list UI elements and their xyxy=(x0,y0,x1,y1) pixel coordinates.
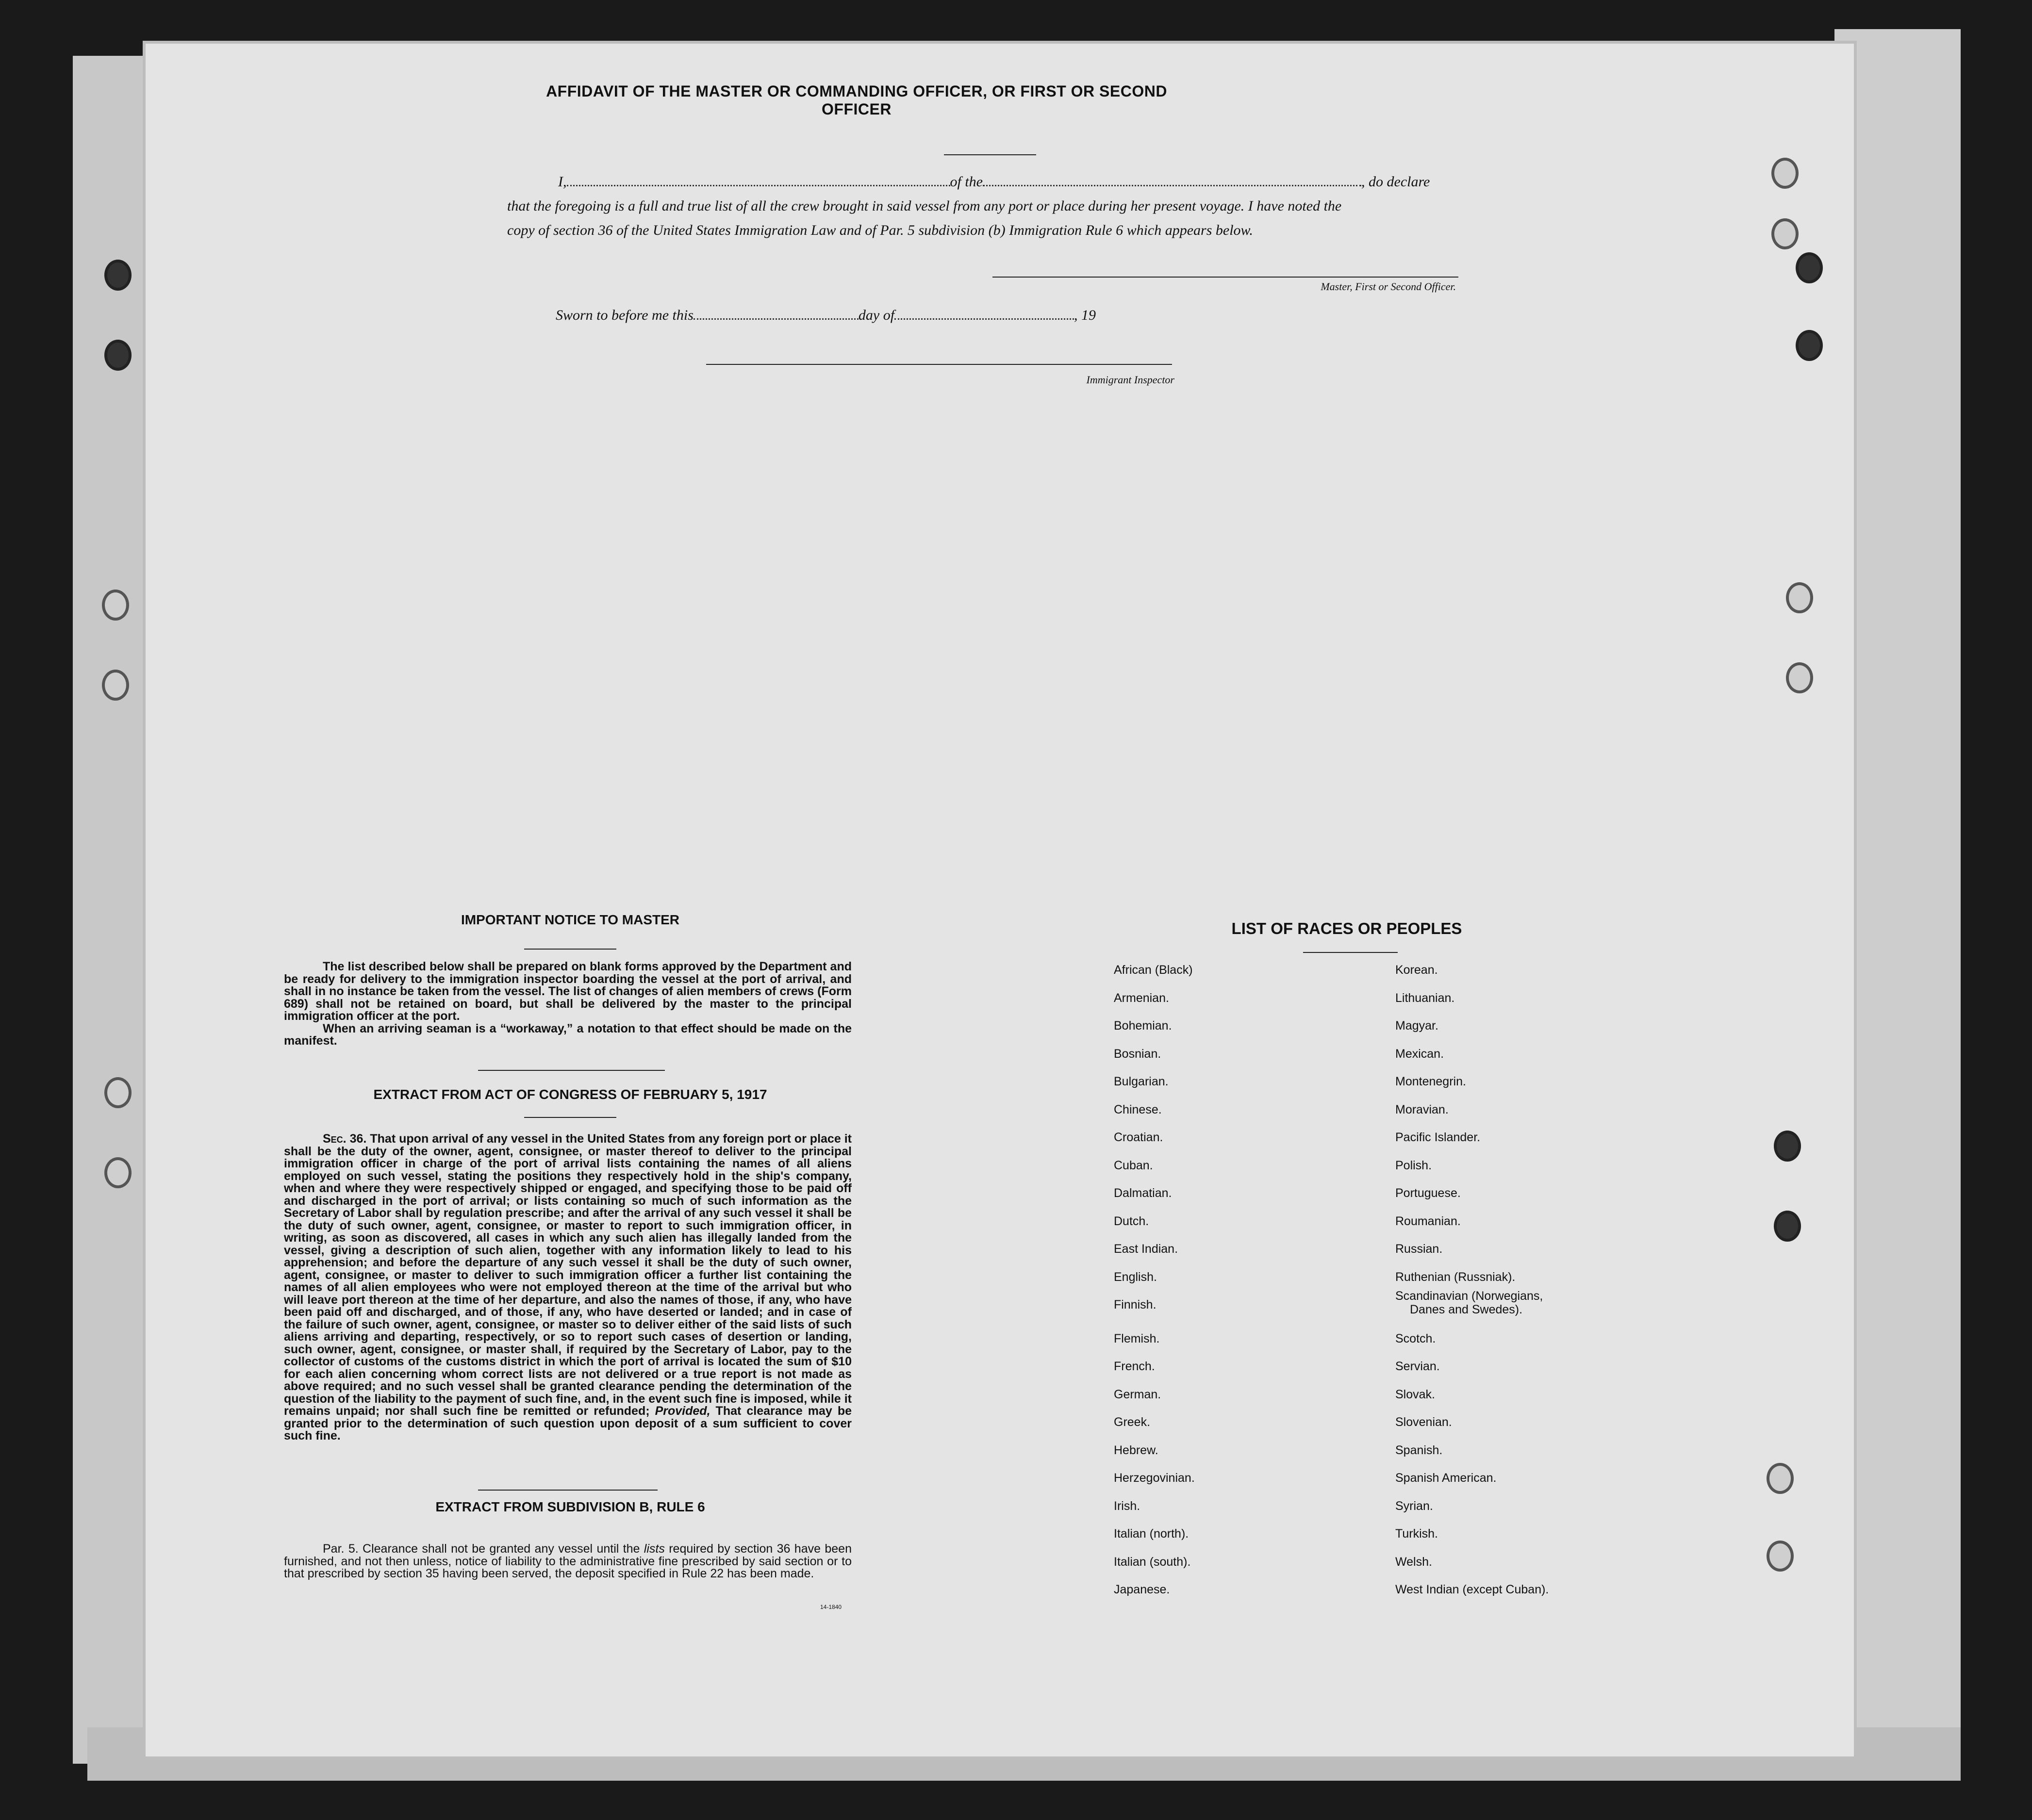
title-underline xyxy=(944,154,1036,155)
affidavit-line-3: copy of section 36 of the United States Immigration Law and of Par. 5 subdivision (b) Immigration Rule 6 which appears below. xyxy=(507,222,1253,238)
inspector-signature-line[interactable] xyxy=(706,364,1172,365)
race-item: Chinese. xyxy=(1114,1102,1162,1116)
race-item: Bohemian. xyxy=(1114,1019,1172,1033)
binder-hole-icon xyxy=(1774,1131,1801,1162)
binder-hole-icon xyxy=(1796,330,1823,361)
notice-underline xyxy=(524,949,616,950)
race-item: Dutch. xyxy=(1114,1214,1149,1228)
sworn-line xyxy=(556,303,1187,328)
form-number: 14-1840 xyxy=(820,1604,842,1610)
race-item: Hebrew. xyxy=(1114,1443,1158,1457)
race-item: Russian. xyxy=(1395,1242,1443,1256)
sworn-prefix: Sworn to before me this xyxy=(556,307,694,323)
lists-word: lists xyxy=(644,1542,665,1556)
sec-36-text-end: That clearance may be granted prior to the determination of such question upon deposit of a sum sufficient to cover such fine. xyxy=(284,1404,852,1443)
race-item: Dalmatian. xyxy=(1114,1186,1172,1200)
race-item: Syrian. xyxy=(1395,1499,1433,1513)
race-item: Servian. xyxy=(1395,1360,1440,1373)
race-item: Polish. xyxy=(1395,1158,1432,1172)
binder-hole-icon xyxy=(1786,662,1813,693)
sec-36-text: That upon arrival of any vessel in the United States from any foreign port or place it shall be the duty of the owner, agent, consignee, or master thereof to deliver to the principal immigration officer in charge of the port of arrival lists containing the names of all aliens employed on such vessel, stating the positions they respectively hold in the ship's company, when and where they were respectively shipped or engaged, and specifying those to be paid off and discharged in the port of arrival; or lists containing so much of such information as the Secretary of Labor shall by regulation prescribe; and after the arrival of any such vessel it shall be the duty of such owner, agent, consignee, or master to report to such immigration officer, in writing, as soon as discovered, all cases in which any such alien has illegally landed from the vessel, giving a description of such alien, together with any information likely to lead to his apprehension; and before the departure of any such vessel it shall be the duty of such owner, agent, consignee, or master to deliver to such immigration officer a further list containing the names of all alien employees who were not employed thereon at the time of the arrival but who will leave port thereon at the time of her departure, and also the names of those, if any, who have been paid off and discharged, and of those, if any, who have deserted or landed; and in case of the failure of such owner, agent, consignee, or master so to deliver either of the said lists of such aliens arriving and departing, respectively, or so to report such cases of desertion or landing, such owner, agent, consignee, or master shall, if required by the Secretary of Labor, pay to the collector of customs of the customs district in which the port of arrival is located the sum of $10 for each alien concerning whom correct lists are not delivered or a true report is not made as above required; and no such vessel shall be granted clearance pending the determination of the question of the liability to the payment of such fine, and, in the event such fine is imposed, while it remains unpaid; nor shall such fine be remitted or refunded; xyxy=(284,1132,852,1418)
binder-hole-icon xyxy=(102,670,129,701)
act-extract-body xyxy=(284,1133,852,1443)
binder-hole-icon xyxy=(104,340,132,371)
master-signature-label: Master, First or Second Officer. xyxy=(1321,280,1456,293)
race-item: Herzegovinian. xyxy=(1114,1471,1195,1485)
race-item: African (Black) xyxy=(1114,963,1193,977)
race-item: Flemish. xyxy=(1114,1331,1160,1345)
notice-body xyxy=(284,961,852,1048)
affidavit-title: AFFIDAVIT OF THE MASTER OR COMMANDING OFFICER, OR FIRST OR SECOND OFFICER xyxy=(546,82,1167,118)
race-item: Scotch. xyxy=(1395,1331,1436,1345)
section-divider xyxy=(478,1070,665,1071)
sworn-month-field[interactable] xyxy=(894,308,1074,320)
section-divider-2 xyxy=(478,1490,658,1491)
races-title-underline xyxy=(1303,952,1398,953)
par-5-paragraph xyxy=(284,1543,852,1580)
race-item: Greek. xyxy=(1114,1415,1151,1429)
declare-text: , do declare xyxy=(1361,174,1430,190)
race-item: Croatian. xyxy=(1114,1131,1163,1144)
race-item: Welsh. xyxy=(1395,1555,1432,1569)
race-item: Irish. xyxy=(1114,1499,1140,1513)
provided-word: Provided, xyxy=(655,1404,710,1418)
race-item: Finnish. xyxy=(1114,1298,1156,1312)
sec-36-paragraph xyxy=(284,1133,852,1443)
notice-paragraph-2: When an arriving seaman is a “workaway,” a notation to that effect should be made on the manifest. xyxy=(284,1021,852,1048)
race-item: Magyar. xyxy=(1395,1019,1438,1033)
binder-hole-icon xyxy=(104,1157,132,1188)
race-item: Pacific Islander. xyxy=(1395,1131,1481,1144)
race-item: Mexican. xyxy=(1395,1047,1444,1061)
rule-extract-title: EXTRACT FROM SUBDIVISION B, RULE 6 xyxy=(435,1499,705,1514)
inspector-label: Immigrant Inspector xyxy=(1086,374,1174,386)
races-title: LIST OF RACES OR PEOPLES xyxy=(1231,919,1462,937)
race-item: Ruthenian (Russniak). xyxy=(1395,1270,1516,1284)
race-item: Portuguese. xyxy=(1395,1186,1461,1200)
binder-hole-icon xyxy=(104,1077,132,1108)
act-title-underline xyxy=(524,1117,616,1118)
race-item: West Indian (except Cuban). xyxy=(1395,1583,1549,1596)
master-signature-line[interactable] xyxy=(992,277,1458,278)
race-item: Scandinavian (Norwegians, xyxy=(1395,1289,1543,1303)
binder-hole-icon xyxy=(102,590,129,621)
race-item: Slovenian. xyxy=(1395,1415,1452,1429)
binder-hole-icon xyxy=(1774,1211,1801,1242)
race-item: Italian (south). xyxy=(1114,1555,1191,1569)
binder-hole-icon xyxy=(1786,582,1813,613)
race-item: Italian (north). xyxy=(1114,1527,1189,1541)
par-5-text-a: Par. 5. Clearance shall not be granted any vessel until the xyxy=(323,1542,644,1556)
day-of-text: day of xyxy=(858,307,895,323)
race-item: Cuban. xyxy=(1114,1158,1153,1172)
notice-paragraph-1: The list described below shall be prepared on blank forms approved by the Department and be ready for delivery to the immigration inspector boarding the vessel at the port of arrival, and shall in no instance be taken from the vessel. The list of changes of alien members of crews (Form 689) shall not be retained on board, but shall be delivered by the master to the principal immigration officer at the port. xyxy=(284,960,852,1023)
race-item-continuation: Danes and Swedes). xyxy=(1410,1303,1523,1316)
binder-hole-icon xyxy=(1767,1463,1794,1494)
vessel-name-field[interactable] xyxy=(983,174,1361,186)
race-item: Bulgarian. xyxy=(1114,1075,1169,1088)
affidavit-line-2: that the foregoing is a full and true list of all the crew brought in said vessel from any port or place during her present voyage. I have noted the xyxy=(507,198,1342,214)
race-item: Korean. xyxy=(1395,963,1438,977)
race-item: Moravian. xyxy=(1395,1102,1449,1116)
race-item: French. xyxy=(1114,1360,1155,1373)
race-item: Spanish American. xyxy=(1395,1471,1497,1485)
race-item: Montenegrin. xyxy=(1395,1075,1466,1088)
sworn-day-field[interactable] xyxy=(694,308,859,320)
binder-hole-icon xyxy=(104,260,132,291)
affidavit-line-1 xyxy=(558,170,1461,194)
year-prefix: , 19 xyxy=(1074,307,1096,323)
race-item: Slovak. xyxy=(1395,1387,1435,1401)
act-extract-title: EXTRACT FROM ACT OF CONGRESS OF FEBRUARY 5, 1917 xyxy=(373,1087,767,1102)
rule-extract-body xyxy=(284,1543,852,1580)
par-5-text-b: required by section 36 have been furnished, and not then unless, notice of liability to the administrative fine prescribed by said section or to that prescribed by section 35 having been served, the deposit specified in Rule 22 has been made. xyxy=(284,1542,852,1580)
binder-hole-icon xyxy=(1767,1541,1794,1572)
binder-hole-icon xyxy=(1771,218,1799,249)
binder-hole-icon xyxy=(1796,252,1823,283)
binder-hole-icon xyxy=(1771,158,1799,189)
race-item: Spanish. xyxy=(1395,1443,1443,1457)
race-item: East Indian. xyxy=(1114,1242,1178,1256)
vessel-prefix: of the xyxy=(950,174,983,190)
race-item: Roumanian. xyxy=(1395,1214,1461,1228)
declarant-prefix: I, xyxy=(558,174,567,190)
race-item: Turkish. xyxy=(1395,1527,1438,1541)
race-item: German. xyxy=(1114,1387,1161,1401)
notice-title: IMPORTANT NOTICE TO MASTER xyxy=(461,912,680,927)
declarant-name-field[interactable] xyxy=(567,174,950,186)
race-item: Japanese. xyxy=(1114,1583,1170,1596)
race-item: Lithuanian. xyxy=(1395,991,1455,1005)
race-item: Bosnian. xyxy=(1114,1047,1161,1061)
sec-label: Sec. 36. xyxy=(323,1132,367,1146)
race-item: Armenian. xyxy=(1114,991,1169,1005)
race-item: English. xyxy=(1114,1270,1157,1284)
